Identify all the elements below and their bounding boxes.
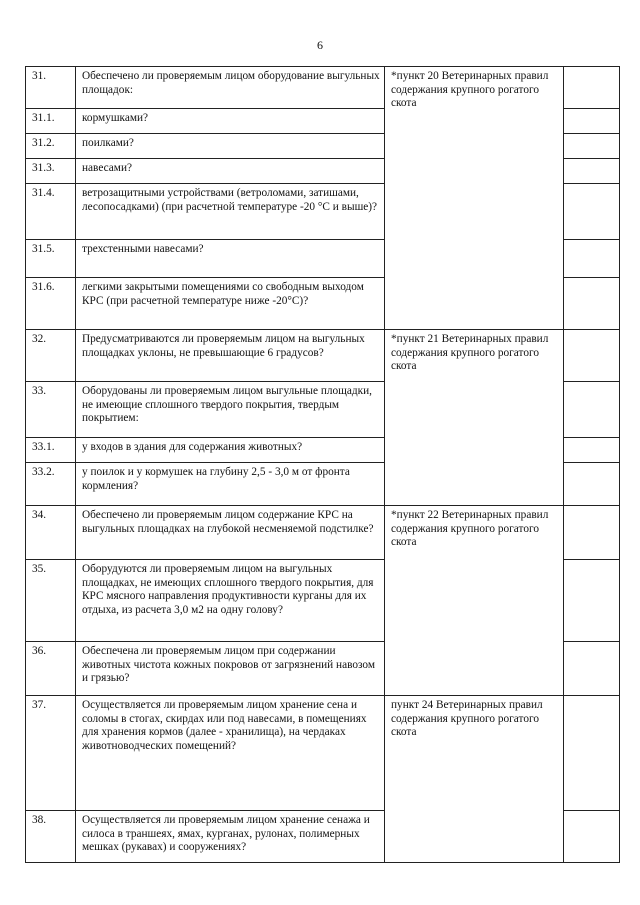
- legal-reference: *пункт 20 Ветеринарных правил содержания крупного рогатого скота: [385, 67, 564, 330]
- question-text: Осуществляется ли проверяемым лицом хранение сенажа и силоса в траншеях, ямах, курганах, рулонах, полимерных мешках (рукавах) и сооружениях?: [76, 811, 385, 863]
- question-text: навесами?: [76, 159, 385, 184]
- legal-reference: *пункт 22 Ветеринарных правил содержания крупного рогатого скота: [385, 506, 564, 696]
- question-text: Оборудованы ли проверяемым лицом выгульные площадки, не имеющие сплошного твердого покрытия, твердым покрытием:: [76, 382, 385, 438]
- answer-cell[interactable]: [564, 109, 620, 134]
- question-text: ветрозащитными устройствами (ветроломами, затишами, лесопосадками) (при расчетной температуре -20 °С и выше)?: [76, 184, 385, 240]
- item-number: 33.2.: [26, 463, 76, 506]
- table-row: [26, 696, 620, 811]
- table-row: [26, 506, 620, 560]
- question-text: у поилок и у кормушек на глубину 2,5 - 3,0 м от фронта кормления?: [76, 463, 385, 506]
- question-text: Предусматриваются ли проверяемым лицом на выгульных площадках уклоны, не превышающие 6 градусов?: [76, 330, 385, 382]
- answer-cell[interactable]: [564, 184, 620, 240]
- item-number: 32.: [26, 330, 76, 382]
- answer-cell[interactable]: [564, 67, 620, 109]
- table-row: [26, 330, 620, 382]
- item-number: 31.5.: [26, 240, 76, 278]
- item-number: 35.: [26, 560, 76, 642]
- question-text: у входов в здания для содержания животных?: [76, 438, 385, 463]
- answer-cell[interactable]: [564, 278, 620, 330]
- answer-cell[interactable]: [564, 463, 620, 506]
- item-number: 38.: [26, 811, 76, 863]
- item-number: 31.3.: [26, 159, 76, 184]
- question-text: кормушками?: [76, 109, 385, 134]
- answer-cell[interactable]: [564, 438, 620, 463]
- answer-cell[interactable]: [564, 134, 620, 159]
- answer-cell[interactable]: [564, 642, 620, 696]
- item-number: 37.: [26, 696, 76, 811]
- answer-cell[interactable]: [564, 696, 620, 811]
- question-text: Обеспечено ли проверяемым лицом содержание КРС на выгульных площадках на глубокой несменяемой подстилке?: [76, 506, 385, 560]
- item-number: 31.6.: [26, 278, 76, 330]
- question-text: Осуществляется ли проверяемым лицом хранение сена и соломы в стогах, скирдах или под навесами, в помещениях для хранения кормов (далее - хранилища), на чердаках животноводческих помещений?: [76, 696, 385, 811]
- question-text: Оборудуются ли проверяемым лицом на выгульных площадках, не имеющих сплошного твердого покрытия, для КРС мясного направления продуктивности курганы для их отдыха, из расчета 3,0 м2 на одну голову?: [76, 560, 385, 642]
- question-text: трехстенными навесами?: [76, 240, 385, 278]
- item-number: 31.4.: [26, 184, 76, 240]
- question-text: поилками?: [76, 134, 385, 159]
- answer-cell[interactable]: [564, 330, 620, 382]
- item-number: 33.: [26, 382, 76, 438]
- question-text: Обеспечена ли проверяемым лицом при содержании животных чистота кожных покровов от загрязнений навозом и грязью?: [76, 642, 385, 696]
- question-text: Обеспечено ли проверяемым лицом оборудование выгульных площадок:: [76, 67, 385, 109]
- answer-cell[interactable]: [564, 159, 620, 184]
- legal-reference: *пункт 21 Ветеринарных правил содержания крупного рогатого скота: [385, 330, 564, 506]
- answer-cell[interactable]: [564, 506, 620, 560]
- item-number: 31.1.: [26, 109, 76, 134]
- item-number: 36.: [26, 642, 76, 696]
- item-number: 31.2.: [26, 134, 76, 159]
- page-number: 6: [317, 38, 323, 52]
- answer-cell[interactable]: [564, 382, 620, 438]
- answer-cell[interactable]: [564, 240, 620, 278]
- item-number: 33.1.: [26, 438, 76, 463]
- legal-reference: пункт 24 Ветеринарных правил содержания крупного рогатого скота: [385, 696, 564, 863]
- item-number: 31.: [26, 67, 76, 109]
- item-number: 34.: [26, 506, 76, 560]
- checklist-table: [25, 66, 620, 863]
- table-row: [26, 67, 620, 109]
- question-text: легкими закрытыми помещениями со свободным выходом КРС (при расчетной температуре ниже -20°С)?: [76, 278, 385, 330]
- answer-cell[interactable]: [564, 560, 620, 642]
- answer-cell[interactable]: [564, 811, 620, 863]
